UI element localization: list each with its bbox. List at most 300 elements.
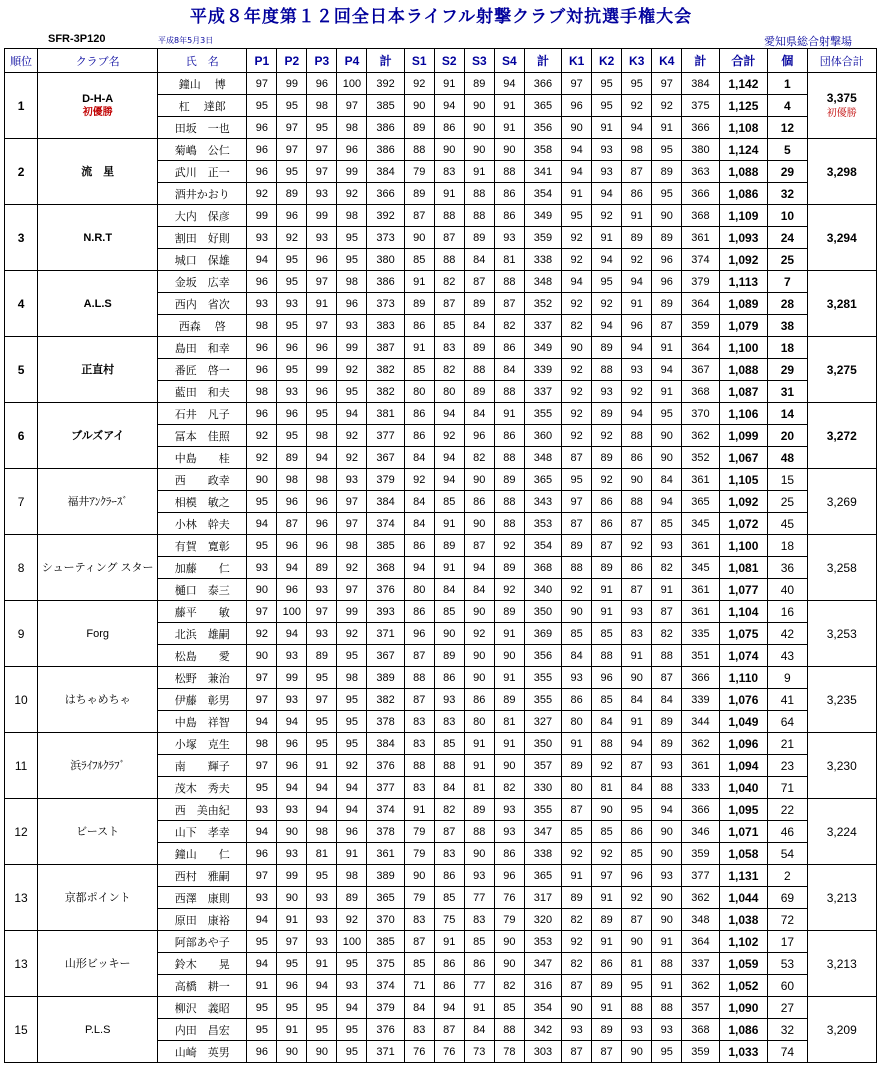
- standing-score: 89: [464, 337, 494, 359]
- prone-total: 374: [367, 513, 404, 535]
- individual-rank: 7: [768, 271, 807, 293]
- prone-score: 97: [307, 689, 337, 711]
- standing-score: 88: [464, 359, 494, 381]
- prone-score: 99: [307, 205, 337, 227]
- kneeling-score: 95: [652, 1041, 682, 1063]
- standing-total: 348: [524, 271, 561, 293]
- kneeling-score: 95: [622, 73, 652, 95]
- prone-score: 98: [307, 821, 337, 843]
- prone-score: 96: [277, 205, 307, 227]
- standing-score: 94: [434, 447, 464, 469]
- individual-rank: 36: [768, 557, 807, 579]
- standing-total: 338: [524, 843, 561, 865]
- kneeling-score: 93: [652, 1019, 682, 1041]
- club-name-cell: [38, 205, 158, 271]
- club-name-cell: [38, 601, 158, 667]
- standing-score: 83: [404, 777, 434, 799]
- column-header: P3: [307, 49, 337, 73]
- standing-score: 90: [494, 953, 524, 975]
- standing-score: 88: [464, 205, 494, 227]
- prone-score: 97: [337, 95, 367, 117]
- shooter-name: 樋口 泰三: [158, 579, 247, 601]
- team-total: 3,258: [826, 560, 857, 575]
- standing-score: 94: [404, 557, 434, 579]
- shooter-name: 西森 啓: [158, 315, 247, 337]
- prone-score: 96: [307, 513, 337, 535]
- kneeling-score: 91: [562, 733, 592, 755]
- rank-cell: 13: [5, 931, 38, 997]
- standing-score: 90: [494, 755, 524, 777]
- kneeling-total: 374: [682, 249, 719, 271]
- prone-score: 94: [307, 777, 337, 799]
- standing-total: 355: [524, 403, 561, 425]
- kneeling-score: 91: [592, 227, 622, 249]
- standing-total: 369: [524, 623, 561, 645]
- prone-total: 361: [367, 843, 404, 865]
- standing-score: 85: [404, 359, 434, 381]
- standing-score: 82: [494, 315, 524, 337]
- shooter-name: 島田 和幸: [158, 337, 247, 359]
- individual-rank: 29: [768, 359, 807, 381]
- standing-score: 91: [434, 73, 464, 95]
- standing-score: 76: [494, 887, 524, 909]
- prone-total: 386: [367, 271, 404, 293]
- grand-total: 1,086: [719, 183, 768, 205]
- kneeling-score: 91: [652, 381, 682, 403]
- kneeling-total: 365: [682, 491, 719, 513]
- team-total-cell: [807, 535, 876, 601]
- individual-rank: 60: [768, 975, 807, 997]
- standing-total: 368: [524, 557, 561, 579]
- individual-rank: 29: [768, 161, 807, 183]
- team-total-cell: [807, 205, 876, 271]
- kneeling-score: 91: [622, 711, 652, 733]
- rank-cell: 5: [5, 337, 38, 403]
- standing-total: 349: [524, 205, 561, 227]
- prone-score: 93: [247, 293, 277, 315]
- shooter-name: 金坂 広幸: [158, 271, 247, 293]
- individual-rank: 43: [768, 645, 807, 667]
- standing-score: 86: [464, 689, 494, 711]
- kneeling-score: 87: [622, 513, 652, 535]
- individual-rank: 41: [768, 689, 807, 711]
- kneeling-score: 86: [622, 821, 652, 843]
- standing-score: 84: [434, 579, 464, 601]
- standing-total: 355: [524, 799, 561, 821]
- prone-score: 92: [337, 447, 367, 469]
- kneeling-score: 92: [592, 293, 622, 315]
- prone-score: 100: [277, 601, 307, 623]
- prone-score: 93: [307, 931, 337, 953]
- standing-total: 366: [524, 73, 561, 95]
- team-total-cell: [807, 139, 876, 205]
- prone-score: 93: [277, 645, 307, 667]
- prone-score: 97: [337, 491, 367, 513]
- shooter-name: 内田 昌宏: [158, 1019, 247, 1041]
- standing-score: 86: [404, 425, 434, 447]
- standing-score: 86: [494, 205, 524, 227]
- standing-score: 90: [464, 645, 494, 667]
- standing-total: 365: [524, 865, 561, 887]
- shooter-name: 相模 敏之: [158, 491, 247, 513]
- kneeling-score: 86: [592, 491, 622, 513]
- grand-total: 1,099: [719, 425, 768, 447]
- prone-score: 97: [307, 139, 337, 161]
- kneeling-score: 92: [562, 425, 592, 447]
- shooter-name: 酒井かおり: [158, 183, 247, 205]
- club-name-cell: [38, 535, 158, 601]
- kneeling-score: 88: [652, 645, 682, 667]
- kneeling-score: 92: [622, 249, 652, 271]
- prone-score: 96: [277, 337, 307, 359]
- prone-score: 92: [337, 755, 367, 777]
- individual-rank: 48: [768, 447, 807, 469]
- kneeling-total: 339: [682, 689, 719, 711]
- kneeling-score: 90: [652, 447, 682, 469]
- standing-score: 90: [464, 601, 494, 623]
- kneeling-score: 92: [622, 887, 652, 909]
- kneeling-total: 364: [682, 337, 719, 359]
- shooter-name: 柳沢 義昭: [158, 997, 247, 1019]
- event-date: 平成8年5月3日: [158, 36, 214, 45]
- standing-total: 365: [524, 95, 561, 117]
- kneeling-total: 346: [682, 821, 719, 843]
- standing-score: 79: [494, 909, 524, 931]
- club-note: 初優勝: [82, 106, 113, 118]
- kneeling-score: 92: [592, 843, 622, 865]
- prone-score: 95: [277, 161, 307, 183]
- shooter-name: 武川 正一: [158, 161, 247, 183]
- shooter-name: 原田 康裕: [158, 909, 247, 931]
- prone-total: 389: [367, 865, 404, 887]
- shooter-name: 西澤 康則: [158, 887, 247, 909]
- standing-score: 86: [434, 865, 464, 887]
- prone-score: 94: [247, 249, 277, 271]
- standing-total: 340: [524, 579, 561, 601]
- prone-total: 374: [367, 799, 404, 821]
- prone-score: 95: [337, 381, 367, 403]
- standing-score: 94: [434, 403, 464, 425]
- prone-total: 376: [367, 755, 404, 777]
- standing-score: 96: [464, 425, 494, 447]
- standing-score: 85: [434, 887, 464, 909]
- kneeling-score: 94: [652, 491, 682, 513]
- kneeling-total: 362: [682, 425, 719, 447]
- standing-score: 84: [464, 1019, 494, 1041]
- kneeling-total: 361: [682, 469, 719, 491]
- standing-score: 86: [494, 183, 524, 205]
- prone-total: 384: [367, 733, 404, 755]
- standing-score: 86: [404, 403, 434, 425]
- shooter-name: 西 政幸: [158, 469, 247, 491]
- prone-score: 93: [277, 381, 307, 403]
- prone-score: 99: [337, 161, 367, 183]
- kneeling-total: 362: [682, 733, 719, 755]
- kneeling-total: 366: [682, 799, 719, 821]
- kneeling-score: 87: [562, 1041, 592, 1063]
- kneeling-score: 86: [622, 183, 652, 205]
- team-total-cell: [807, 271, 876, 337]
- kneeling-score: 85: [592, 623, 622, 645]
- rank-cell: 11: [5, 733, 38, 799]
- rank-cell: 6: [5, 403, 38, 469]
- standing-score: 87: [494, 293, 524, 315]
- individual-rank: 42: [768, 623, 807, 645]
- kneeling-score: 87: [562, 447, 592, 469]
- grand-total: 1,092: [719, 491, 768, 513]
- kneeling-total: 344: [682, 711, 719, 733]
- individual-rank: 20: [768, 425, 807, 447]
- standing-score: 87: [434, 1019, 464, 1041]
- column-header: 順位: [5, 49, 38, 73]
- prone-score: 98: [337, 117, 367, 139]
- grand-total: 1,071: [719, 821, 768, 843]
- prone-total: 376: [367, 579, 404, 601]
- kneeling-total: 368: [682, 205, 719, 227]
- standing-score: 84: [404, 513, 434, 535]
- prone-total: 365: [367, 887, 404, 909]
- prone-score: 95: [337, 689, 367, 711]
- standing-total: 365: [524, 469, 561, 491]
- team-total-cell: [807, 997, 876, 1063]
- individual-rank: 17: [768, 931, 807, 953]
- standing-score: 79: [404, 887, 434, 909]
- prone-score: 95: [247, 491, 277, 513]
- club-name-cell: [38, 931, 158, 997]
- standing-score: 92: [434, 425, 464, 447]
- club-name: シューティング スター: [41, 561, 154, 574]
- club-name: 流 星: [81, 165, 115, 178]
- kneeling-score: 97: [592, 865, 622, 887]
- individual-rank: 23: [768, 755, 807, 777]
- grand-total: 1,108: [719, 117, 768, 139]
- prone-score: 96: [307, 535, 337, 557]
- kneeling-score: 85: [562, 623, 592, 645]
- standing-score: 90: [464, 469, 494, 491]
- kneeling-score: 92: [592, 425, 622, 447]
- kneeling-total: 337: [682, 953, 719, 975]
- table-row: [5, 733, 877, 755]
- grand-total: 1,077: [719, 579, 768, 601]
- standing-score: 84: [404, 491, 434, 513]
- team-total-cell: [807, 337, 876, 403]
- club-name: N.R.T: [83, 231, 113, 244]
- venue-name: 愛知県総合射撃場: [764, 35, 852, 48]
- kneeling-score: 89: [592, 447, 622, 469]
- kneeling-score: 92: [592, 755, 622, 777]
- prone-score: 90: [247, 579, 277, 601]
- prone-score: 90: [247, 469, 277, 491]
- prone-score: 95: [277, 997, 307, 1019]
- prone-score: 92: [277, 227, 307, 249]
- shooter-name: 番匠 啓一: [158, 359, 247, 381]
- kneeling-score: 86: [562, 689, 592, 711]
- kneeling-score: 94: [592, 315, 622, 337]
- standing-score: 89: [464, 293, 494, 315]
- club-name-cell: [38, 403, 158, 469]
- prone-score: 92: [247, 447, 277, 469]
- kneeling-score: 91: [592, 579, 622, 601]
- kneeling-total: 345: [682, 557, 719, 579]
- grand-total: 1,059: [719, 953, 768, 975]
- standing-total: 357: [524, 755, 561, 777]
- kneeling-score: 88: [652, 777, 682, 799]
- kneeling-total: 368: [682, 381, 719, 403]
- standing-score: 85: [434, 491, 464, 513]
- kneeling-score: 89: [592, 909, 622, 931]
- kneeling-score: 94: [562, 161, 592, 183]
- prone-score: 98: [337, 865, 367, 887]
- individual-rank: 54: [768, 843, 807, 865]
- standing-score: 88: [404, 139, 434, 161]
- kneeling-score: 87: [592, 1041, 622, 1063]
- standing-score: 90: [404, 865, 434, 887]
- prone-score: 96: [277, 535, 307, 557]
- kneeling-score: 92: [652, 95, 682, 117]
- standing-score: 90: [494, 139, 524, 161]
- prone-score: 92: [337, 557, 367, 579]
- kneeling-total: 361: [682, 535, 719, 557]
- standing-score: 90: [434, 623, 464, 645]
- standing-score: 86: [434, 975, 464, 997]
- prone-score: 93: [247, 799, 277, 821]
- prone-score: 98: [307, 95, 337, 117]
- column-header: K3: [622, 49, 652, 73]
- prone-total: 383: [367, 315, 404, 337]
- prone-score: 90: [307, 1041, 337, 1063]
- grand-total: 1,079: [719, 315, 768, 337]
- kneeling-score: 90: [622, 469, 652, 491]
- prone-total: 384: [367, 491, 404, 513]
- prone-score: 92: [337, 909, 367, 931]
- kneeling-total: 379: [682, 271, 719, 293]
- standing-total: 342: [524, 1019, 561, 1041]
- shooter-name: 松島 愛: [158, 645, 247, 667]
- standing-score: 82: [434, 359, 464, 381]
- standing-score: 91: [404, 337, 434, 359]
- kneeling-score: 93: [592, 161, 622, 183]
- standing-score: 91: [464, 161, 494, 183]
- standing-score: 89: [434, 535, 464, 557]
- grand-total: 1,100: [719, 337, 768, 359]
- prone-score: 94: [247, 953, 277, 975]
- kneeling-score: 91: [562, 183, 592, 205]
- kneeling-total: 359: [682, 843, 719, 865]
- kneeling-score: 89: [592, 337, 622, 359]
- kneeling-score: 95: [622, 799, 652, 821]
- prone-score: 95: [247, 1019, 277, 1041]
- prone-score: 95: [337, 953, 367, 975]
- kneeling-score: 82: [562, 909, 592, 931]
- prone-score: 93: [307, 887, 337, 909]
- prone-total: 377: [367, 425, 404, 447]
- standing-score: 89: [494, 469, 524, 491]
- kneeling-score: 95: [592, 271, 622, 293]
- prone-total: 376: [367, 1019, 404, 1041]
- column-header: P2: [277, 49, 307, 73]
- prone-score: 94: [277, 711, 307, 733]
- kneeling-score: 89: [592, 1019, 622, 1041]
- prone-score: 99: [247, 205, 277, 227]
- prone-score: 93: [337, 469, 367, 491]
- standing-total: 341: [524, 161, 561, 183]
- shooter-name: 鐘山 博: [158, 73, 247, 95]
- column-header: S2: [434, 49, 464, 73]
- kneeling-total: 345: [682, 513, 719, 535]
- club-name-cell: [38, 139, 158, 205]
- prone-score: 95: [277, 425, 307, 447]
- kneeling-score: 91: [652, 337, 682, 359]
- prone-score: 95: [247, 777, 277, 799]
- prone-total: 385: [367, 95, 404, 117]
- grand-total: 1,125: [719, 95, 768, 117]
- standing-score: 83: [404, 711, 434, 733]
- prone-score: 96: [277, 975, 307, 997]
- kneeling-total: 357: [682, 997, 719, 1019]
- standing-total: 350: [524, 601, 561, 623]
- standing-total: 355: [524, 689, 561, 711]
- standing-total: 338: [524, 249, 561, 271]
- standing-score: 87: [464, 535, 494, 557]
- prone-score: 96: [277, 755, 307, 777]
- table-row: [5, 601, 877, 623]
- standing-score: 90: [464, 139, 494, 161]
- kneeling-score: 90: [652, 821, 682, 843]
- club-name: P.L.S: [84, 1023, 111, 1036]
- standing-score: 79: [404, 843, 434, 865]
- prone-score: 98: [337, 667, 367, 689]
- kneeling-score: 94: [622, 117, 652, 139]
- prone-total: 379: [367, 997, 404, 1019]
- prone-score: 97: [337, 579, 367, 601]
- prone-score: 94: [337, 777, 367, 799]
- individual-rank: 1: [768, 73, 807, 95]
- prone-score: 95: [277, 315, 307, 337]
- prone-score: 95: [337, 227, 367, 249]
- rank-cell: 15: [5, 997, 38, 1063]
- individual-rank: 45: [768, 513, 807, 535]
- standing-score: 90: [464, 843, 494, 865]
- standing-score: 89: [404, 183, 434, 205]
- kneeling-score: 92: [562, 579, 592, 601]
- club-name: はちゃめちゃ: [64, 693, 131, 706]
- team-total-cell: [807, 733, 876, 799]
- standing-score: 94: [434, 997, 464, 1019]
- shooter-name: 菊嶋 公仁: [158, 139, 247, 161]
- standing-score: 86: [434, 667, 464, 689]
- prone-score: 91: [247, 975, 277, 997]
- grand-total: 1,067: [719, 447, 768, 469]
- prone-score: 93: [307, 227, 337, 249]
- standing-score: 87: [404, 931, 434, 953]
- standing-score: 82: [494, 777, 524, 799]
- standing-score: 89: [464, 799, 494, 821]
- column-header: P4: [337, 49, 367, 73]
- prone-score: 95: [247, 535, 277, 557]
- kneeling-score: 82: [562, 953, 592, 975]
- kneeling-score: 91: [622, 293, 652, 315]
- kneeling-score: 90: [652, 887, 682, 909]
- standing-score: 86: [494, 843, 524, 865]
- prone-score: 91: [337, 843, 367, 865]
- grand-total: 1,081: [719, 557, 768, 579]
- shooter-name: 藤平 敏: [158, 601, 247, 623]
- grand-total: 1,089: [719, 293, 768, 315]
- standing-score: 86: [434, 117, 464, 139]
- kneeling-score: 89: [592, 557, 622, 579]
- results-body: [5, 73, 877, 1063]
- kneeling-score: 89: [652, 161, 682, 183]
